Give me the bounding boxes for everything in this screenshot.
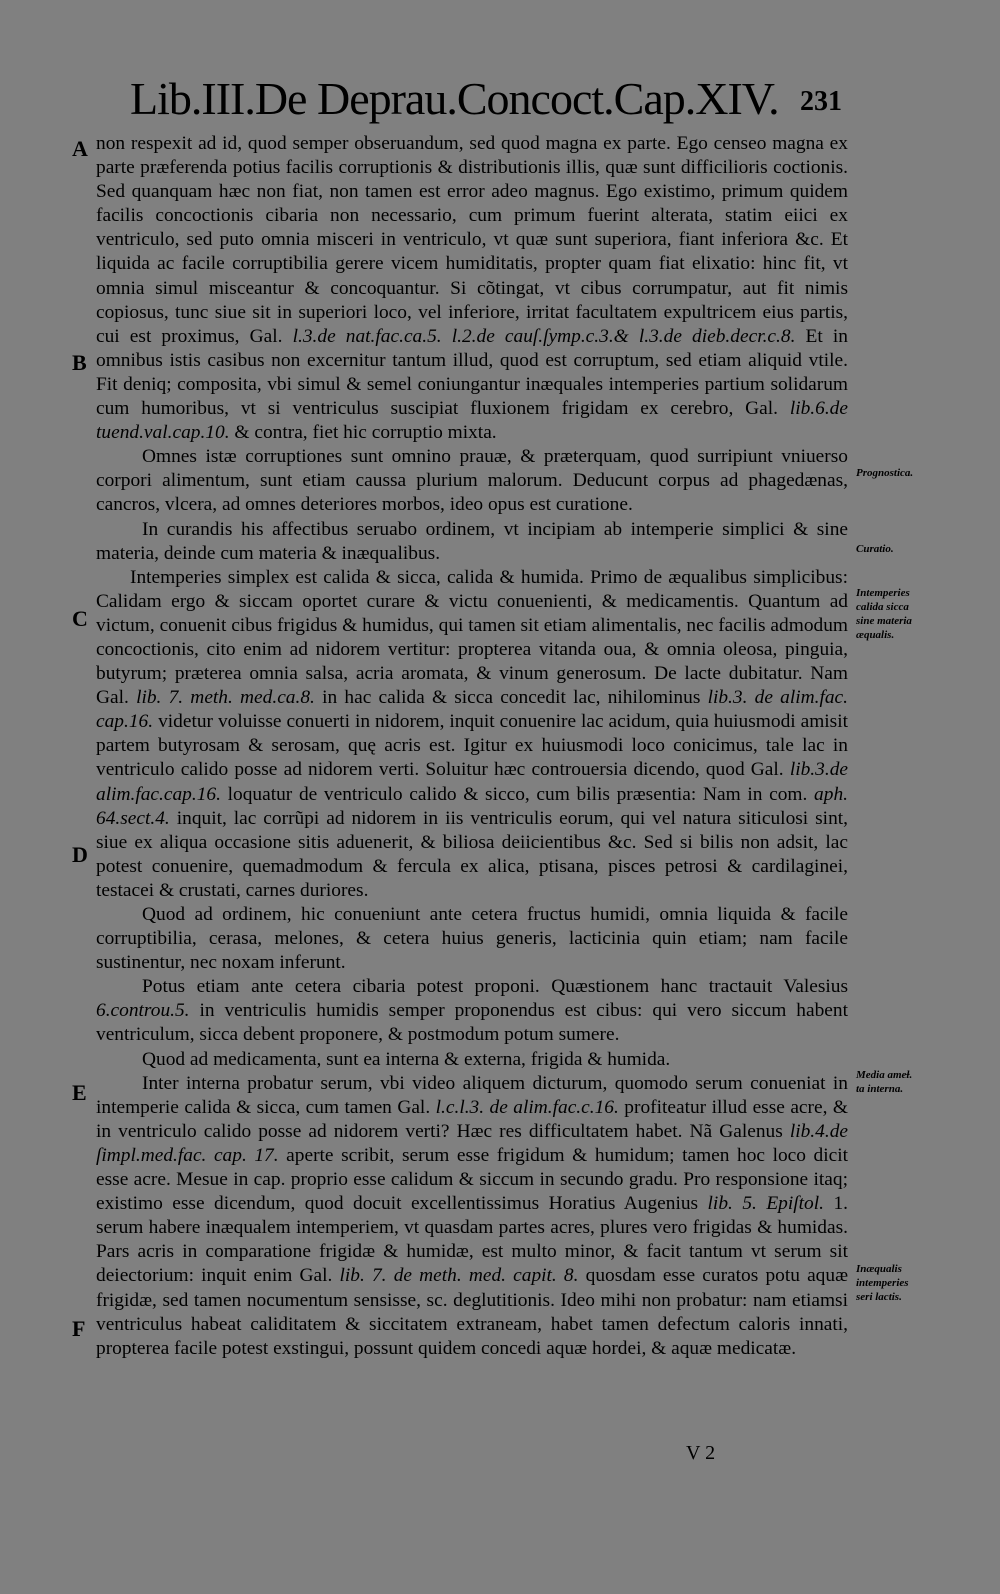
margin-note-intemperies: Intemperies calida sicca sine materia æqualis. <box>856 587 912 641</box>
paragraph-7: Quod ad medicamenta, sunt ea interna & externa, frigida & humida. <box>142 1048 671 1070</box>
section-mark-c: C <box>72 606 88 631</box>
signature-mark: V 2 <box>686 1442 716 1464</box>
section-mark-e: E <box>72 1080 87 1105</box>
paragraph-6: Potus etiam ante cetera cibaria potest proponi. Quæstionem hanc tractauit Valesius 6.controu.5. in ventriculis humidis semper proponendus est cibus: qui vero siccum habent ventriculum, sicca debent proponere, & postmodum potum sumere. <box>96 976 848 1046</box>
paragraph-1: non respexit ad id, quod semper obseruandum, sed quod magna ex parte. Ego censeo magna ex parte præferenda potius facilis corruptionis & distributionis illis, quæ sunt difficilioris coctionis. Sed quanquam hæc non fiat, non tamen est error adeo magnus. Ego existimo, primum quidem facilis concoctionis cibaria non necessario, cum primum fuerint alterata, statim eiici ex ventriculo, sed puto omnia misceri in ventriculo, vt quæ sunt superiora, fiant inferiora &c. Et liquida ac facile corruptibilia gerere vicem humiditatis, propter quam fiat elixatio: hinc fit, vt omnia simul misceantur & concoquantur. Si cõtingat, vt cibus corrumpatur, aut fit nimis copiosus, tunc siue sit in superiori loco, vel inferiore, irritat facultatem expultricem eius partis, cui est proximus, Gal. l.3.de nat.fac.ca.5. l.2.de cauſ.ſymp.c.3.& l.3.de dieb.decr.c.8. Et in omnibus istis casibus non excernitur tantum illud, quod est corruptum, sed etiam aliquid vtile. Fit deniq; composita, vbi simul & semel coniungantur inæquales intemperies partium solidarum cum humoribus, vt si ventriculus suscipiat fluxionem frigidam ex cerebro, Gal. lib.6.de tuend.val.cap.10. & contra, fiet hic corruptio mixta. <box>96 133 848 444</box>
margin-note-curatio: Curatio. <box>856 543 894 555</box>
margin-note-prognostica: Prognostica. <box>856 467 914 479</box>
page-number: 231 <box>800 86 842 117</box>
paragraph-4: Intemperies simplex est calida & sicca, calida & humida. Primo de æqualibus simplicibus: Calidam ergo & siccam oportet curare & victu conuenienti, & medicamentis. Quantum ad victum, conuenit cibus frigidus & humidus, qui tamen sit etiam alimentalis, nec facilis admodum concoctionis, cito enim ad nidorem vertitur: propterea vitanda oua, & omnia oleosa, pinguia, butyrum; præterea omnia salsa, acria aromata, & vinum generosum. De lacte dubitatur. Nam Gal. lib. 7. meth. med.ca.8. in hac calida & sicca concedit lac, nihilominus lib.3. de alim.fac. cap.16. videtur voluisse conuerti in nidorem, inquit conuenire lac acidum, quia huiusmodi amisit partem butyrosam & serosam, quę acris est. Igitur ex huiusmodi loco conicimus, tale lac in ventriculo calido posse ad nidorem verti. Soluitur hæc controuersia dicendo, quod Gal. lib.3.de alim.fac.cap.16. loquatur de ventriculo calido & sicco, cum bilis præsentia: Nam in com. aph. 64.sect.4. inquit, lac corrũpi ad nidorem in iis ventriculis eorum, qui vel natura siticulosi sint, siue ex aliqua occasione sitis aduenerit, & biliosa deiicientibus &c. Sed si bilis non adsit, lac potest conuenire, quemadmodum & fercula ex alica, ptisana, pisces petrosi & cardilaginei, testacei & crustati, carnes duriores. <box>96 566 849 901</box>
paragraph-2: Omnes istæ corruptiones sunt omnino prauæ, & præterquam, quod surripiunt vniuerso corpori alimentum, sunt etiam caussa plurium malorum. Deducunt corpus ad phagedænas, cancros, vlcera, ad omnes deteriores morbos, ideo opus est curatione. <box>96 446 848 516</box>
paragraph-8: Inter interna probatur serum, vbi video aliquem dicturum, quomodo serum conueniat in intemperie calida & sicca, cum tamen Gal. l.c.l.3. de alim.fac.c.16. profiteatur illud esse acre, & in ventriculo calido posse ad nidorem verti? Hæc res difficultatem habet. Nã Galenus lib.4.de ſimpl.med.fac. cap. 17. aperte scribit, serum esse frigidum & humidum; tamen hoc loco dicit esse acre. Mesue in cap. proprio esse calidum & siccum in secundo gradu. Pro responsione itaq; existimo esse dicendum, quod docuit excellentissimus Horatius Augenius lib. 5. Epiſtol. 1. serum habere inæqualem intemperiem, vt quasdam partes acres, plures vero frigidas & humidas. Pars acris in comparatione frigidæ & humidæ, est multo minor, & facit tantum vt serum sit deiectorium: inquit enim Gal. lib. 7. de meth. med. capit. 8. quosdam esse curatos potu aquæ frigidæ, sed tamen nocumentum sensisse, sc. deglutitionis. Ideo mihi non probatur: nam etiamsi ventriculus habeat caliditatem & siccitatem extraneam, habet tamen defectum caloris innati, propterea facile potest exstingui, possunt quidem concedi aquæ hordei, & aquæ medicatæ. <box>96 1072 849 1359</box>
margin-note-media: Media ameɫ. ta interna. <box>856 1069 913 1095</box>
running-header: Lib.III.De Deprau.Concoct.Cap.XIV. <box>130 73 779 124</box>
section-mark-a: A <box>72 136 88 161</box>
margin-note-inaequalis: Inæqualis intemperies seri lactis. <box>856 1263 909 1303</box>
section-mark-b: B <box>72 350 87 375</box>
main-text <box>96 132 848 1361</box>
section-mark-f: F <box>72 1316 86 1341</box>
section-mark-d: D <box>72 842 88 867</box>
paragraph-3: In curandis his affectibus seruabo ordinem, vt incipiam ab intemperie simplici & sine materia, deinde cum materia & inæqualibus. <box>96 518 848 564</box>
paragraph-5: Quod ad ordinem, hic conueniunt ante cetera fructus humidi, omnia liquida & facile corruptibilia, cerasa, melones, & cetera huius generis, lacticinia quin etiam; nam facile sustinentur, nec noxam inferunt. <box>96 904 848 974</box>
